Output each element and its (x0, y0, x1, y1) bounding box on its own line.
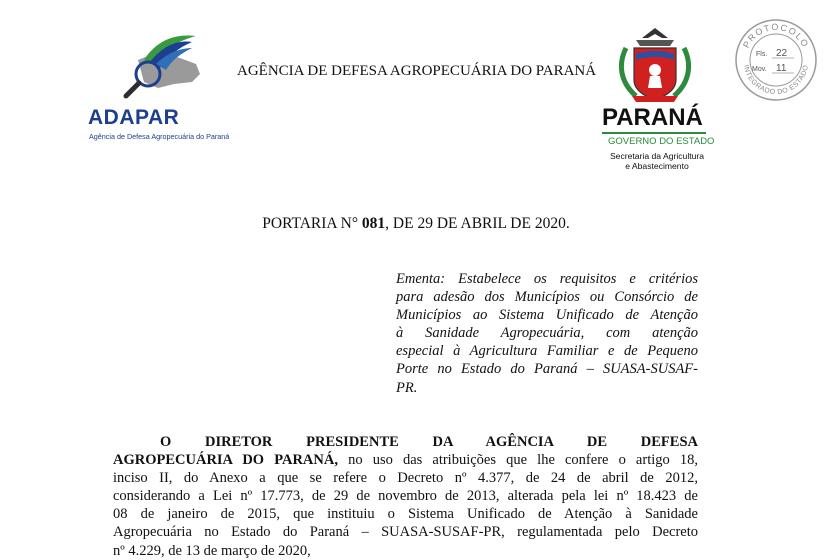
body-bold-text: AGROPECUÁRIA DO PARANÁ, (113, 452, 338, 469)
body-line: O DIRETOR PRESIDENTE DA AGÊNCIA DE DEFESA (160, 434, 698, 450)
ementa-line: Porte no Estado do Paraná – SUASA-SUSAF- (396, 361, 698, 378)
adapar-emblem-icon (88, 30, 228, 110)
portaria-number: 081 (361, 215, 386, 232)
ementa-line: PR. (396, 379, 418, 396)
adapar-logo (88, 30, 228, 140)
svg-text:PROTOCOLO (741, 22, 811, 50)
secretariat-line-1: Secretaria da Agricultura (609, 151, 705, 161)
body-line: nº 4.229, de 13 de março de 2020, (113, 542, 311, 559)
portaria-date: , DE 29 DE ABRIL DE 2020. (385, 215, 570, 232)
parana-divider (602, 132, 706, 134)
stamp-top-text: PROTOCOLO (741, 21, 811, 50)
stamp-fls-label: Fls. (756, 51, 768, 58)
ementa-line: para adesão dos Municípios ou Consórcio de (396, 289, 698, 306)
stamp-fls-value: 22 (776, 48, 788, 59)
portaria-title (0, 215, 832, 233)
ementa-line: Municípios ao Sistema Unificado de Atenção (396, 307, 698, 324)
ementa-line: à Sanidade Agropecuária, com atenção (396, 325, 698, 342)
secretariat-line-2: e Abastecimento (625, 161, 689, 171)
ementa-line: especial à Agricultura Familiar e de Pequeno (396, 343, 698, 360)
stamp-mov-value: 11 (776, 63, 787, 74)
ementa (396, 270, 698, 397)
government-label: GOVERNO DO ESTADO (608, 136, 715, 147)
agency-header: AGÊNCIA DE DEFESA AGROPECUÁRIA DO PARANÁ (237, 63, 597, 79)
body-line: 08 de janeiro de 2015, que instituiu o Sistema Unificado de Atenção à Sanidade (113, 506, 698, 523)
protocol-stamp (734, 16, 818, 102)
stamp-bottom-text: INTEGRADO DO ESTADO (742, 64, 810, 97)
parana-coat-of-arms-icon (596, 24, 714, 104)
ementa-line: Ementa: Estabelece os requisitos e critérios (396, 271, 698, 287)
body-line (113, 451, 698, 469)
adapar-subtitle: Agência de Defesa Agropecuária do Paraná (89, 132, 230, 141)
parana-government-logo (596, 24, 714, 174)
portaria-prefix: PORTARIA N° (262, 215, 359, 232)
body-line: inciso II, do Anexo a que se refere o Decreto nº 4.377, de 24 de abril de 2012, (113, 470, 698, 487)
parana-wordmark: PARANÁ (602, 104, 703, 131)
body-line: considerando a Lei nº 17.773, de 29 de novembro de 2013, alterada pela lei nº 18.423 de (113, 488, 698, 505)
body-text: no uso das atribuições que lhe confere o artigo 18, (337, 452, 698, 469)
stamp-mov-label: Mov. (752, 66, 767, 73)
body-line: Agropecuária no Estado do Paraná – SUASA-SUSAF-PR, regulamentada pelo Decreto (113, 524, 698, 541)
adapar-wordmark: ADAPAR (88, 106, 180, 129)
body-paragraph (113, 433, 698, 560)
